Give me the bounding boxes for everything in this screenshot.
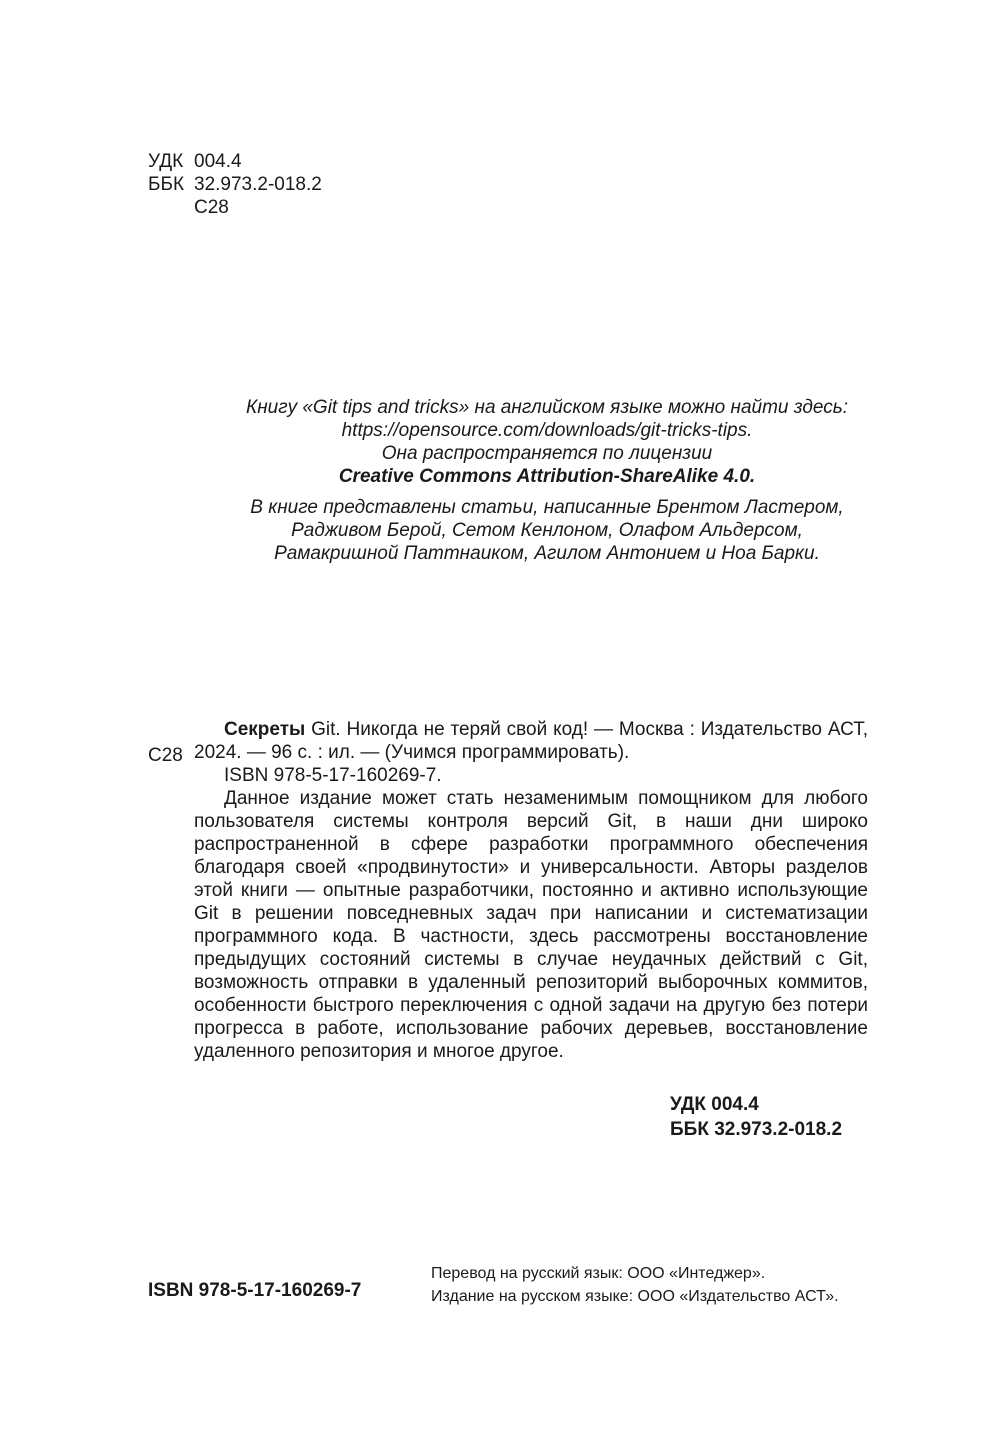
authors-line-3: Рамакришной Паттнаиком, Агилом Антонием и Ноа Барки. bbox=[274, 543, 820, 564]
source-url: https://opensource.com/downloads/git-tricks-tips. bbox=[341, 420, 753, 441]
record-isbn: ISBN 978-5-17-160269-7. bbox=[224, 765, 442, 786]
udk-label: УДК bbox=[148, 151, 184, 172]
copyright-block bbox=[431, 1262, 839, 1308]
license-name: Creative Commons Attribution-ShareAlike 4.0. bbox=[338, 466, 756, 487]
authors-line-2: Радживом Берой, Сетом Кенлоном, Олафом Альдерсом, bbox=[291, 520, 803, 541]
authors-line-1: В книге представлены статьи, написанные Брентом Ластером, bbox=[250, 497, 844, 518]
license-intro: Она распространяется по лицензии bbox=[381, 443, 713, 464]
bibliographic-record bbox=[194, 718, 868, 1063]
bbk-row bbox=[148, 173, 322, 196]
translation-copyright: Перевод на русский язык: ООО «Интеджер». bbox=[431, 1265, 766, 1282]
record-title-rest: Git. Никогда не теряй свой код! — Москва : Издательство АСТ, 2024. — 96 с. : ил. — (Учимся программировать). bbox=[194, 719, 868, 763]
classification-block bbox=[148, 150, 322, 219]
footer-isbn: ISBN 978-5-17-160269-7 bbox=[148, 1280, 362, 1301]
record-bbk: ББК 32.973.2-018.2 bbox=[670, 1119, 843, 1140]
record-annotation: Данное издание может стать незаменимым помощником для любого пользователя системы контроля версий Git, в наши дни широко распространенной в сфере разработки программного обеспечения благодаря своей «продвинутости» и универсальности. Авторы разделов этой книги — опытные разработчики, постоянно и активно использующие Git в решении повседневных задач при написании и систематизации программного кода. В частности, здесь рассмотрены восстановление предыдущих состояний системы в случае неудачных действий с Git, возможность отправки в удаленный репозиторий выборочных коммитов, особенности быстрого переключения с одной задачи на другую без потери прогресса в работе, использование рабочих деревьев, восстановление удаленного репозитория и многое другое. bbox=[194, 788, 868, 1062]
record-title-bold: Секреты bbox=[224, 719, 306, 740]
record-udk: УДК 004.4 bbox=[670, 1094, 759, 1115]
attribution-block bbox=[200, 396, 894, 565]
author-code: С28 bbox=[194, 197, 229, 218]
record-codes bbox=[670, 1092, 842, 1142]
record-author-code: С28 bbox=[148, 745, 183, 766]
udk-value: 004.4 bbox=[194, 151, 242, 172]
record-title bbox=[194, 718, 868, 764]
bbk-label: ББК bbox=[148, 174, 185, 195]
edition-copyright: Издание на русском языке: ООО «Издательство АСТ». bbox=[431, 1288, 839, 1305]
source-line: Книгу «Git tips and tricks» на английском языке можно найти здесь: bbox=[246, 397, 848, 418]
bbk-value: 32.973.2-018.2 bbox=[194, 174, 322, 195]
author-code-row bbox=[148, 196, 322, 219]
udk-row bbox=[148, 150, 322, 173]
